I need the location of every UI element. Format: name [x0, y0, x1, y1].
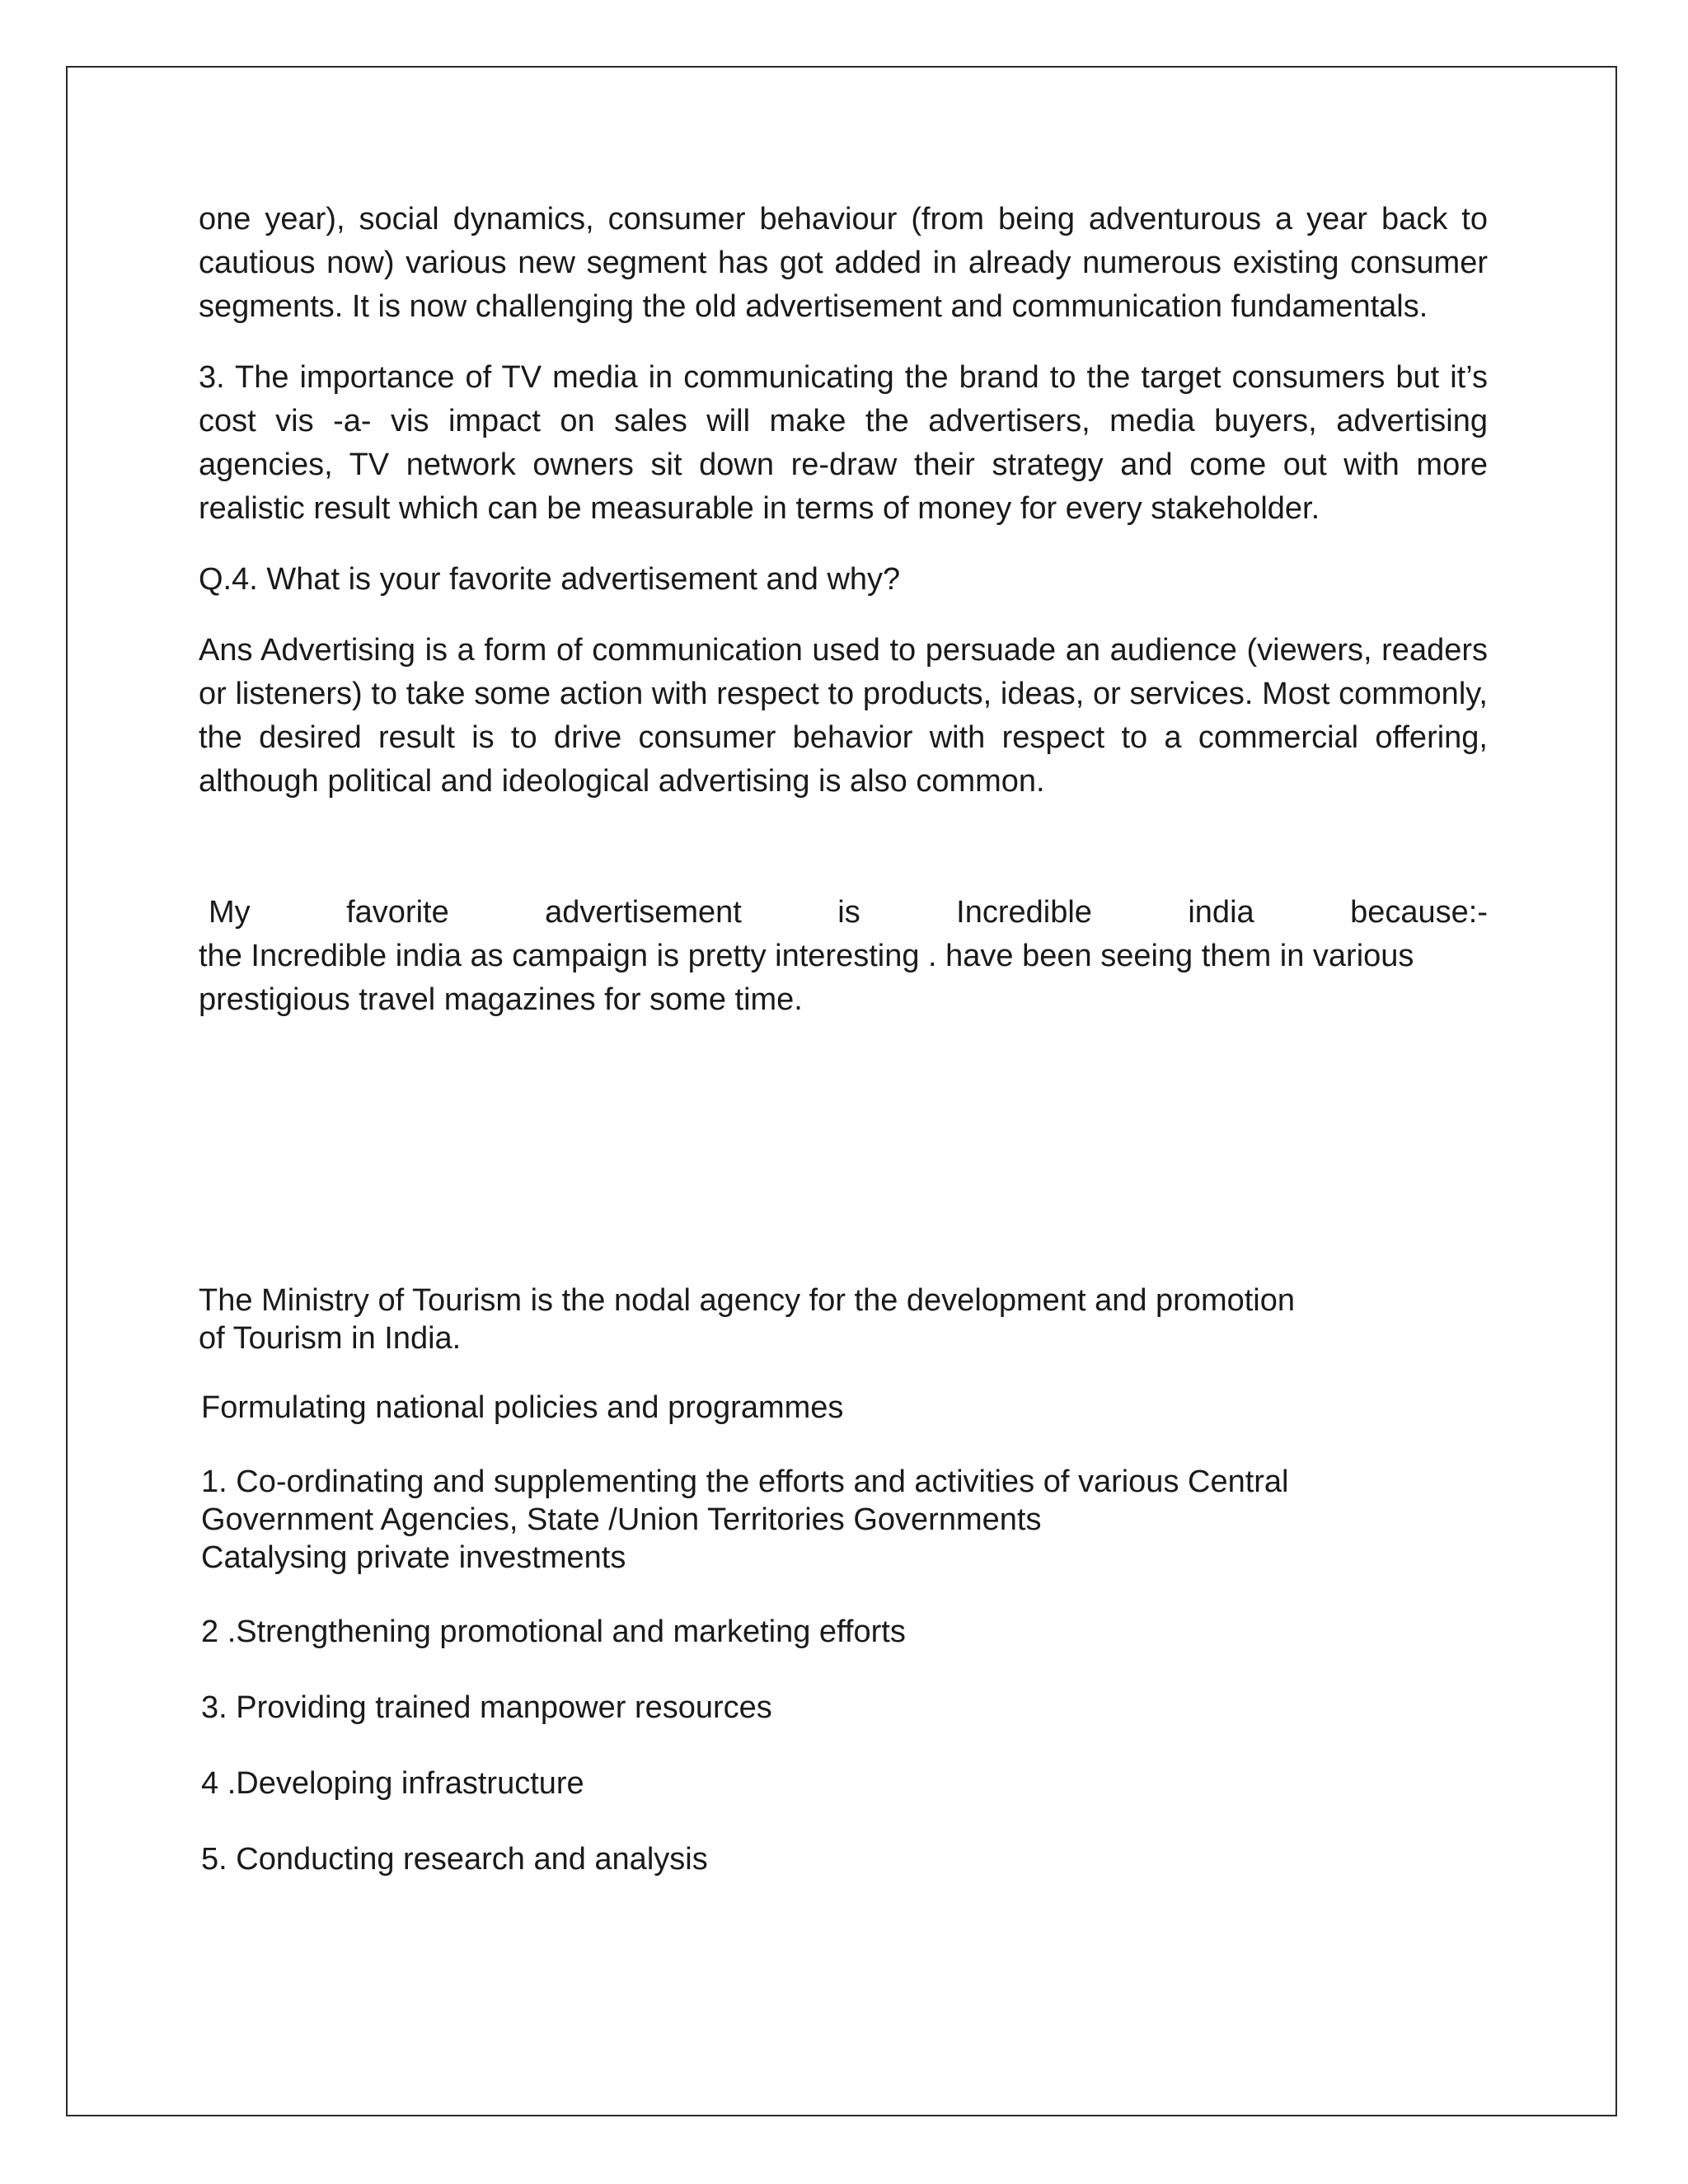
list-item-4: 4 .Developing infrastructure	[201, 1766, 584, 1801]
favorite-word: My	[209, 895, 251, 930]
favorite-word: because:-	[1350, 895, 1488, 930]
list-item-5: 5. Conducting research and analysis	[201, 1842, 708, 1877]
item-1-line-1: 1. Co-ordinating and supplementing the efforts and activities of various Central	[201, 1465, 1289, 1499]
list-item-1	[199, 1463, 1488, 1577]
favorite-word: is	[837, 895, 860, 930]
question-4: Q.4. What is your favorite advertisement and why?	[199, 562, 901, 597]
ministry-line-2: of Tourism in India.	[199, 1321, 462, 1356]
favorite-word: favorite	[346, 895, 449, 930]
favorite-word: advertisement	[545, 895, 742, 930]
list-item-3: 3. Providing trained manpower resources	[201, 1690, 772, 1725]
favorite-first-line	[199, 891, 1488, 935]
favorite-line-3: prestigious travel magazines for some time.	[199, 982, 803, 1017]
list-item-2: 2 .Strengthening promotional and marketing efforts	[201, 1615, 906, 1649]
ministry-line-1: The Ministry of Tourism is the nodal agency for the development and promotion	[199, 1283, 1295, 1318]
favorite-word: Incredible	[956, 895, 1092, 930]
point-3-paragraph: 3. The importance of TV media in communicating the brand to the target consumers but it’s cost vis -a- vis impact on sales will make the advertisers, media buyers, advertising agencies, TV network owners sit down re-draw their strategy and come out with more realistic result which can be measurable in terms of money for every stakeholder.	[199, 360, 1488, 526]
favorite-line-2: the Incredible india as campaign is pretty interesting . have been seeing them in various	[199, 939, 1414, 973]
favorite-word: india	[1188, 895, 1254, 930]
ministry-section	[199, 1282, 1488, 1878]
document-body	[199, 198, 1488, 1022]
favorite-advertisement-paragraph	[199, 891, 1488, 1022]
policy-heading: Formulating national policies and programmes	[201, 1390, 844, 1425]
ministry-intro	[199, 1282, 1488, 1357]
item-1-line-2: Government Agencies, State /Union Territories Governments	[201, 1502, 1042, 1537]
item-1-line-3: Catalysing private investments	[201, 1540, 626, 1575]
answer-4-paragraph: Ans Advertising is a form of communication used to persuade an audience (viewers, readers or listeners) to take some action with respect to products, ideas, or services. Most commonly, the desired result is to drive consumer behavior with respect to a commercial offering, although political and ideological advertising is also common.	[199, 633, 1488, 799]
intro-paragraph: one year), social dynamics, consumer behaviour (from being adventurous a year back to cautious now) various new segment has got added in already numerous existing consumer segments. It is now challenging the old advertisement and communication fundamentals.	[199, 202, 1488, 324]
